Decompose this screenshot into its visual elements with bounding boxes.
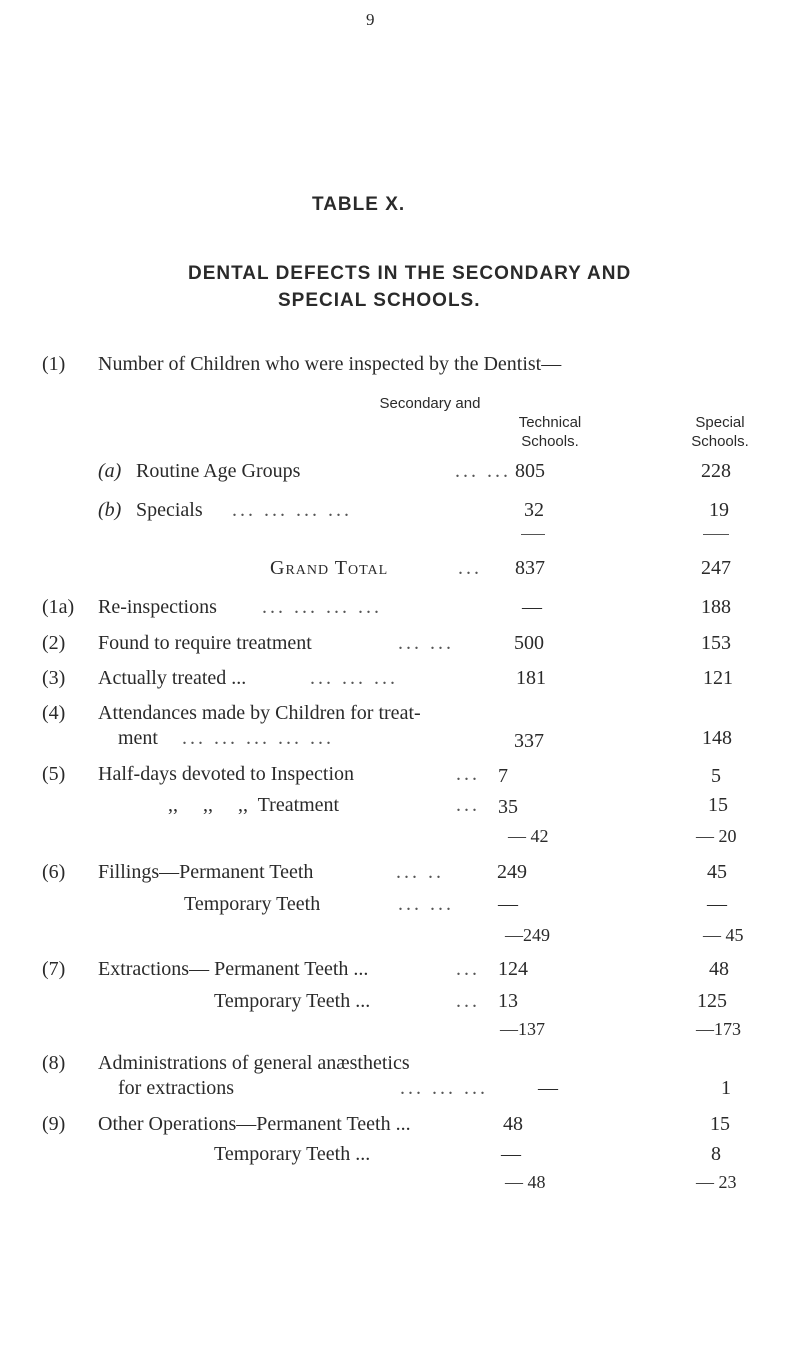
table-subtitle-line1: DENTAL DEFECTS IN THE SECONDARY AND <box>188 263 632 284</box>
subtotal-secondary: — 48 <box>505 1172 546 1192</box>
leader-dots: ... ... ... ... ... <box>182 727 334 749</box>
sum-rule <box>703 534 729 535</box>
row-label: Specials <box>136 499 203 521</box>
value-secondary: — <box>522 596 542 618</box>
leader-dots: ... ... ... <box>310 667 398 689</box>
value-secondary: 837 <box>515 557 545 579</box>
value-special: 153 <box>701 632 731 654</box>
value-secondary: — <box>498 893 518 915</box>
leader-dots: ... <box>456 958 480 980</box>
value-secondary: — <box>538 1077 558 1099</box>
row-label: ,, ,, ,, Treatment <box>168 794 340 816</box>
column-header-secondary <box>320 394 540 414</box>
value-special: 5 <box>711 765 721 787</box>
value-special: 8 <box>711 1143 721 1165</box>
row-label: Temporary Teeth ... <box>214 990 371 1012</box>
value-secondary: 500 <box>514 632 544 654</box>
leader-dots: ... <box>458 557 482 579</box>
row-prefix <box>98 499 121 522</box>
column-header-text: Secondary and <box>379 395 481 412</box>
row-number: (2) <box>42 632 66 654</box>
value-special: 121 <box>703 667 733 689</box>
value-special: 125 <box>697 990 727 1012</box>
subtotal-special: — 45 <box>703 925 744 945</box>
value-secondary: 48 <box>503 1113 523 1135</box>
value-special: 19 <box>709 499 729 521</box>
table-subtitle-line2: SPECIAL SCHOOLS. <box>278 290 481 311</box>
row-number: (1) <box>42 353 66 375</box>
row-label-line1: Attendances made by Children for treat- <box>98 702 421 724</box>
row-prefix-text: (a) <box>98 460 122 482</box>
row-prefix-text: (b) <box>98 499 122 521</box>
row-number: (3) <box>42 667 66 689</box>
intro-text: Number of Children who were inspected by the Dentist— <box>98 353 562 375</box>
leader-dots: ... <box>456 794 480 816</box>
row-number: (6) <box>42 861 66 883</box>
value-special: 228 <box>701 460 731 482</box>
value-special: 1 <box>721 1077 731 1099</box>
subtotal-special: — 20 <box>696 826 737 846</box>
value-secondary: 337 <box>514 730 544 752</box>
value-secondary: — <box>501 1143 521 1165</box>
row-number: (8) <box>42 1052 66 1074</box>
value-special: 15 <box>708 794 728 816</box>
table-title: TABLE X. <box>312 194 406 215</box>
column-header-secondary-line2: Technical <box>518 414 582 431</box>
subtotal-secondary: —137 <box>500 1019 545 1039</box>
leader-dots: ... ... ... <box>400 1077 488 1099</box>
subtotal-secondary: — 42 <box>508 826 549 846</box>
subtotal-secondary: —249 <box>505 925 550 945</box>
column-header-special-line2: Schools. <box>691 433 749 450</box>
value-secondary: 35 <box>498 796 518 818</box>
value-secondary: 13 <box>498 990 518 1012</box>
value-special: 45 <box>707 861 727 883</box>
row-label: Routine Age Groups <box>136 460 301 482</box>
row-label: Other Operations—Permanent Teeth ... <box>98 1113 411 1135</box>
row-label: Actually treated ... <box>98 667 247 689</box>
value-special: 15 <box>710 1113 730 1135</box>
value-special: — <box>707 893 727 915</box>
value-secondary: 181 <box>516 667 546 689</box>
leader-dots: ... <box>456 763 480 785</box>
row-label: Fillings—Permanent Teeth <box>98 861 314 883</box>
value-secondary: 805 <box>515 460 545 482</box>
value-special: 148 <box>702 727 732 749</box>
leader-dots: ... ... <box>455 460 511 482</box>
row-label: Temporary Teeth <box>184 893 321 915</box>
value-special: 188 <box>701 596 731 618</box>
leader-dots: ... ... <box>398 632 454 654</box>
sum-rule <box>521 534 545 535</box>
row-number: (9) <box>42 1113 66 1135</box>
row-label-line2: for extractions <box>118 1077 235 1099</box>
row-label: Extractions— Permanent Teeth ... <box>98 958 369 980</box>
leader-dots: ... ... ... ... <box>262 596 382 618</box>
value-special: 48 <box>709 958 729 980</box>
row-label: Half-days devoted to Inspection <box>98 763 355 785</box>
row-number: (5) <box>42 763 66 785</box>
leader-dots: ... .. <box>396 861 444 883</box>
page-number: 9 <box>366 10 375 29</box>
value-secondary: 124 <box>498 958 528 980</box>
leader-dots: ... <box>456 990 480 1012</box>
row-label: Grand Total <box>270 557 389 579</box>
row-prefix <box>98 460 121 483</box>
row-number: (4) <box>42 702 66 724</box>
subtotal-special: —173 <box>696 1019 741 1039</box>
subtotal-special: — 23 <box>696 1172 737 1192</box>
value-special: 247 <box>701 557 731 579</box>
leader-dots: ... ... ... ... <box>232 499 352 521</box>
row-label-line1: Administrations of general anæsthetics <box>98 1052 410 1074</box>
row-label: Temporary Teeth ... <box>214 1143 371 1165</box>
value-secondary: 32 <box>524 499 544 521</box>
row-number: (7) <box>42 958 66 980</box>
column-header-special-line1: Special <box>695 414 745 431</box>
row-number: (1a) <box>42 596 75 618</box>
value-secondary: 7 <box>498 765 508 787</box>
row-label-line2: ment <box>118 727 158 749</box>
row-label: Re-inspections <box>98 596 217 618</box>
row-label: Found to require treatment <box>98 632 312 654</box>
leader-dots: ... ... <box>398 893 454 915</box>
value-secondary: 249 <box>497 861 527 883</box>
column-header-secondary-line3: Schools. <box>521 433 579 450</box>
